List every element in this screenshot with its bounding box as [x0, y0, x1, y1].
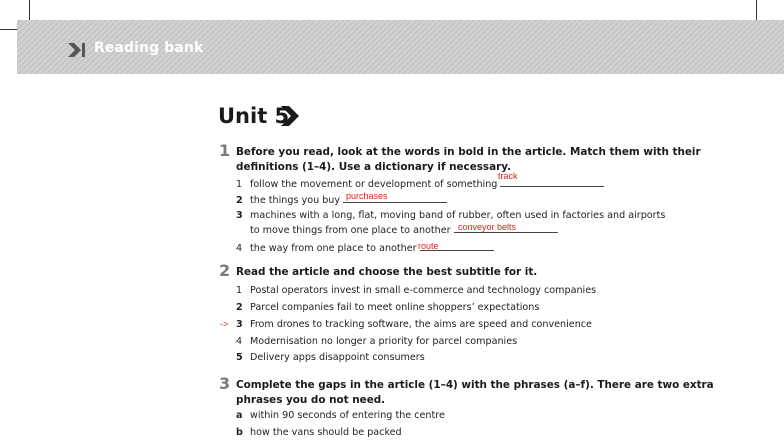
- handwritten-answer: purchases: [346, 191, 388, 201]
- unit-title: Unit 5: [218, 104, 290, 128]
- list-item: a within 90 seconds of entering the centre: [236, 410, 445, 421]
- handwritten-answer: route: [418, 241, 439, 251]
- answer-marker: ->: [220, 319, 229, 329]
- prompt-line: definitions (1–4). Use a dictionary if necessary.: [236, 161, 512, 173]
- question-number: 2: [219, 261, 231, 280]
- handwritten-answer: conveyor belts: [458, 222, 517, 232]
- prompt-line: Before you read, look at the words in bold in the article. Match them with their: [236, 146, 701, 158]
- chevron-icon: [68, 43, 92, 57]
- list-item: b how the vans should be packed: [236, 427, 402, 438]
- question-number: 3: [219, 374, 231, 393]
- list-item: 3 machines with a long, flat, moving band of rubber, often used in factories and airports: [236, 210, 666, 221]
- arrow-right-icon: [281, 106, 299, 126]
- list-item-continuation: to move things from one place to another: [250, 221, 558, 238]
- list-item: 1 Postal operators invest in small e-commerce and technology companies: [236, 285, 597, 296]
- crop-mark: [29, 0, 30, 20]
- list-item: 2 the things you buy: [236, 191, 447, 208]
- crop-mark: [756, 0, 757, 20]
- question-prompt: Read the article and choose the best subtitle for it.: [236, 266, 538, 278]
- crop-mark: [0, 29, 17, 30]
- question-number: 1: [219, 141, 231, 160]
- list-item: 2 Parcel companies fail to meet online shoppers’ expectations: [236, 302, 540, 313]
- prompt-line: Complete the gaps in the article (1–4) with the phrases (a–f). There are two extra: [236, 379, 714, 391]
- prompt-line: phrases you do not need.: [236, 394, 386, 406]
- question-prompt: [236, 378, 714, 408]
- list-item: 3 From drones to tracking software, the aims are speed and convenience: [236, 319, 592, 330]
- list-item: 5 Delivery apps disappoint consumers: [236, 352, 425, 363]
- list-item: 4 Modernisation no longer a priority for parcel companies: [236, 336, 518, 347]
- handwritten-answer: track: [498, 171, 518, 181]
- list-item: 1 follow the movement or development of something: [236, 175, 604, 192]
- section-title: Reading bank: [94, 40, 204, 56]
- list-item: 4 the way from one place to another: [236, 239, 494, 256]
- question-prompt: [236, 145, 701, 175]
